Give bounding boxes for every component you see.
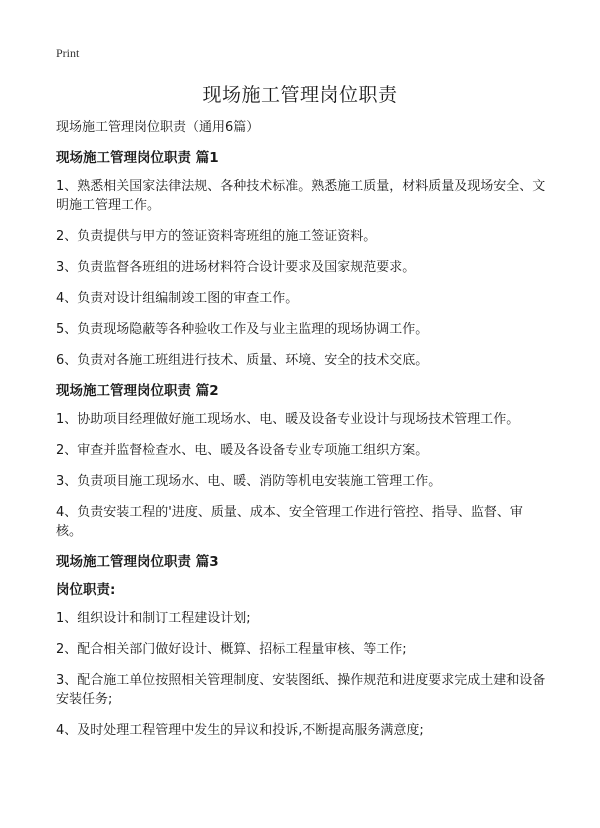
section-heading-2: 现场施工管理岗位职责 篇2 bbox=[56, 383, 219, 399]
section-subheading: 岗位职责: bbox=[56, 582, 116, 598]
list-item: 3、负责项目施工现场水、电、暖、消防等机电安装施工管理工作。 bbox=[56, 474, 442, 489]
list-item: 4、负责对设计组编制竣工图的审查工作。 bbox=[56, 291, 299, 306]
print-label: Print bbox=[56, 46, 80, 60]
page-title: 现场施工管理岗位职责 bbox=[202, 84, 398, 106]
list-item: 5、负责现场隐蔽等各种验收工作及与业主监理的现场协调工作。 bbox=[56, 322, 429, 337]
list-item: 4、及时处理工程管理中发生的异议和投诉,不断提高服务满意度; bbox=[56, 723, 424, 738]
list-item: 1、协助项目经理做好施工现场水、电、暖及设备专业设计与现场技术管理工作。 bbox=[56, 412, 520, 427]
list-item: 2、负责提供与甲方的签证资料寄班组的施工签证资料。 bbox=[56, 229, 377, 244]
list-item: 1、组织设计和制订工程建设计划; bbox=[56, 611, 251, 626]
section-heading-3: 现场施工管理岗位职责 篇3 bbox=[56, 554, 219, 570]
list-item: 1、熟悉相关国家法律法规、各种技术标准。熟悉施工质量，材料质量及现场安全、文明施工管理工作。 bbox=[56, 179, 546, 213]
document-body bbox=[56, 119, 548, 752]
list-item: 3、负责监督各班组的进场材料符合设计要求及国家规范要求。 bbox=[56, 260, 416, 275]
list-item: 2、配合相关部门做好设计、概算、招标工程量审核、等工作; bbox=[56, 642, 407, 657]
section-heading-1: 现场施工管理岗位职责 篇1 bbox=[56, 150, 219, 166]
list-item: 2、审查并监督检查水、电、暖及各设备专业专项施工组织方案。 bbox=[56, 443, 429, 458]
list-item: 4、负责安装工程的'进度、质量、成本、安全管理工作进行管控、指导、监督、审核。 bbox=[56, 505, 523, 539]
list-item: 3、配合施工单位按照相关管理制度、安装图纸、操作规范和进度要求完成土建和设备安装任务; bbox=[56, 673, 546, 707]
document-subtitle: 现场施工管理岗位职责（通用6篇） bbox=[56, 120, 260, 135]
list-item: 6、负责对各施工班组进行技术、质量、环境、安全的技术交底。 bbox=[56, 353, 429, 368]
